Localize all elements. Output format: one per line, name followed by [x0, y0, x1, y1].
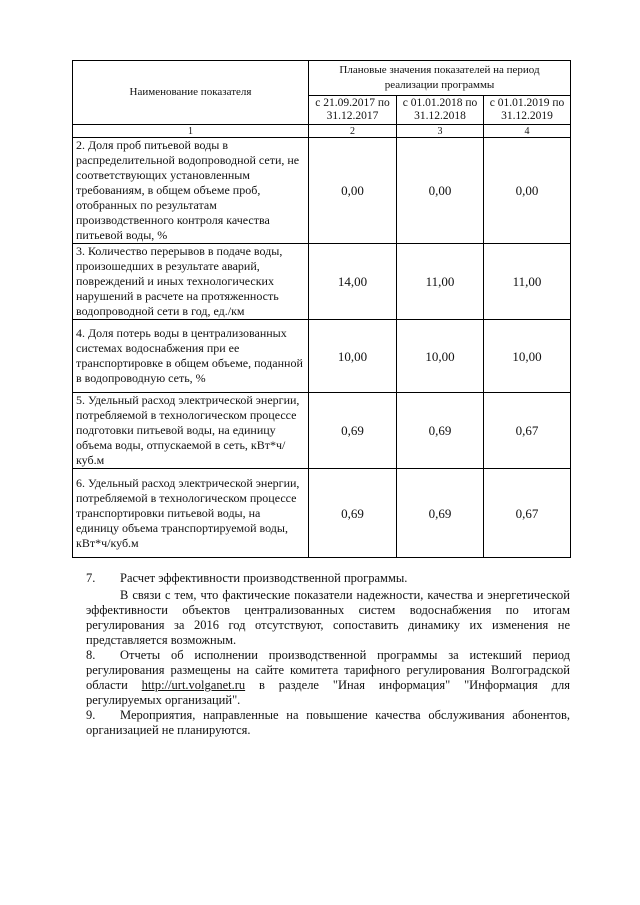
section-number: 7. [86, 571, 96, 585]
section-8-text: Отчеты об исполнении производственной программы за истекший период регулирования размещены на сайте комитета тарифного регулирования Волгоградской области [86, 648, 570, 692]
row-value: 11,00 [397, 244, 484, 320]
row-value: 0,67 [484, 393, 571, 469]
table-row [73, 469, 571, 558]
indicators-table [72, 60, 571, 558]
section-9-paragraph [86, 708, 570, 738]
section-7-title: Расчет эффективности производственной программы. [120, 571, 408, 585]
website-link[interactable]: http://urt.volganet.ru [141, 678, 246, 692]
row-label: 2. Доля проб питьевой воды в распределительной водопроводной сети, не соответствующих установленным требованиям, в общем объеме проб, отобранных по результатам производственного контроля качества питьевой воды, % [73, 138, 309, 244]
row-value: 11,00 [484, 244, 571, 320]
row-value: 0,69 [309, 393, 397, 469]
row-value: 0,69 [397, 469, 484, 558]
column-number: 4 [484, 125, 571, 138]
row-value: 0,00 [309, 138, 397, 244]
section-8-paragraph [86, 648, 570, 708]
row-value: 10,00 [397, 320, 484, 393]
header-indicator-name: Наименование показателя [73, 61, 309, 125]
row-value: 0,00 [397, 138, 484, 244]
header-planned-values: Плановые значения показателей на период реализации программы [309, 61, 571, 96]
section-9-text: Мероприятия, направленные на повышение качества обслуживания абонентов, организацией не планируются. [86, 708, 570, 737]
row-value: 0,69 [309, 469, 397, 558]
row-label: 6. Удельный расход электрической энергии, потребляемой в технологическом процессе транспортировки питьевой воды, на единицу объема транспортируемой воды, кВт*ч/куб.м [73, 469, 309, 558]
row-label: 4. Доля потерь воды в централизованных системах водоснабжения при ее транспортировке в общем объеме, поданной в водопроводную сеть, % [73, 320, 309, 393]
section-7-heading [86, 571, 570, 586]
row-value: 0,00 [484, 138, 571, 244]
column-number: 3 [397, 125, 484, 138]
section-number: 8. [86, 648, 96, 662]
row-value: 10,00 [309, 320, 397, 393]
column-number: 2 [309, 125, 397, 138]
table-row [73, 393, 571, 469]
row-value: 0,67 [484, 469, 571, 558]
header-period-2018: с 01.01.2018 по 31.12.2018 [397, 96, 484, 125]
row-label: 3. Количество перерывов в подаче воды, произошедших в результате аварий, повреждений и иных технологических нарушений в расчете на протяженность водопроводной сети в год, ед./км [73, 244, 309, 320]
table-row [73, 320, 571, 393]
section-number: 9. [86, 708, 96, 722]
column-number: 1 [73, 125, 309, 138]
section-8-text-end: в разделе "Иная информация" "Информация для регулируемых организаций". [86, 678, 571, 707]
table-row [73, 138, 571, 244]
row-value: 10,00 [484, 320, 571, 393]
row-value: 14,00 [309, 244, 397, 320]
row-value: 0,69 [397, 393, 484, 469]
header-period-2017: с 21.09.2017 по 31.12.2017 [309, 96, 397, 125]
row-label: 5. Удельный расход электрической энергии, потребляемой в технологическом процессе подготовки питьевой воды, на единицу объема воды, отпускаемой в сеть, кВт*ч/куб.м [73, 393, 309, 469]
section-7-body: В связи с тем, что фактические показатели надежности, качества и энергетической эффективности объектов централизованных систем водоснабжения по итогам регулирования за 2016 год отсутствуют, сопоставить динамику их изменения не представляется возможным. [86, 588, 570, 647]
table-row [73, 244, 571, 320]
header-period-2019: с 01.01.2019 по 31.12.2019 [484, 96, 571, 125]
